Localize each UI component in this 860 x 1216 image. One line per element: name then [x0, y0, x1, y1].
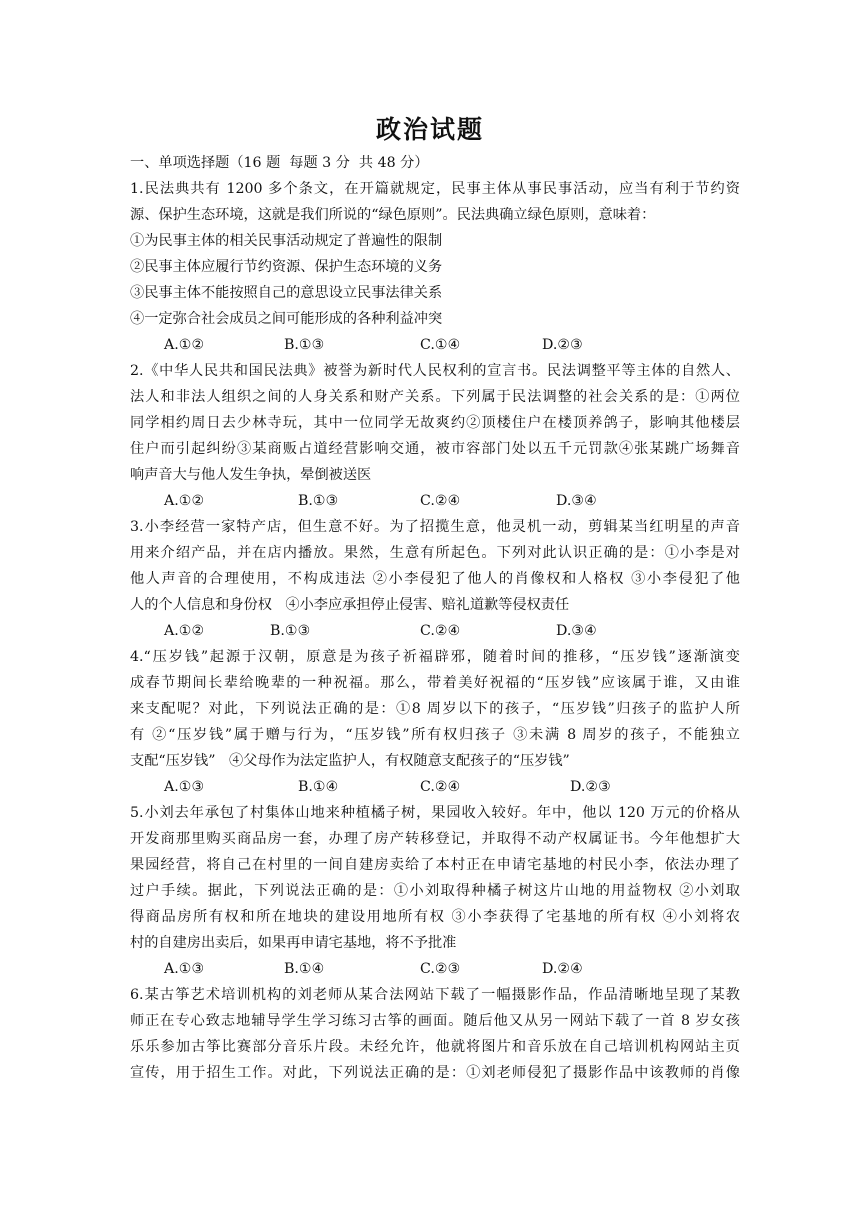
- question-1: [130, 176, 740, 358]
- answer-options: [130, 774, 740, 800]
- option-c: C.②③: [420, 961, 461, 977]
- question-text-line: 过户手续。据此，下列说法正确的是：①小刘取得种橘子树这片山地的用益物权 ②小刘取: [130, 883, 740, 899]
- question-text-line: 源、保护生态环境，这就是我们所说的“绿色原则”。民法典确立绿色原则，意味着：: [130, 207, 656, 223]
- option-a: A.①③: [164, 961, 205, 977]
- statement: ②民事主体应履行节约资源、保护生态环境的义务: [130, 259, 443, 275]
- question-text-line: 人的个人信息和身份权 ④小李应承担停止侵害、赔礼道歉等侵权责任: [130, 597, 570, 613]
- question-text-line: 来支配呢？对此，下列说法正确的是：①8 周岁以下的孩子，“压岁钱”归孩子的监护人所: [130, 701, 740, 717]
- option-b: B.①④: [298, 779, 339, 795]
- statement: ③民事主体不能按照自己的意思设立民事法律关系: [130, 285, 443, 301]
- option-a: A.①②: [164, 623, 205, 639]
- question-text-line: 4.“压岁钱”起源于汉朝，原意是为孩子祈福辟邪，随着时间的推移，“压岁钱”逐渐演变: [130, 649, 740, 665]
- question-content: [130, 150, 740, 1086]
- option-c: C.②④: [420, 779, 461, 795]
- question-text-line: 开发商那里购买商品房一套，办理了房产转移登记，并取得不动产权属证书。今年他想扩大: [130, 831, 740, 847]
- answer-options: [130, 956, 740, 982]
- question-text-line: 有 ②“压岁钱”属于赠与行为，“压岁钱”所有权归孩子 ③未满 8 周岁的孩子，不能独立: [130, 727, 740, 743]
- option-c: C.②④: [420, 623, 461, 639]
- option-d: D.③④: [556, 493, 597, 509]
- question-3: [130, 514, 740, 644]
- question-text-line: 村的自建房出卖后，如果再申请宅基地，将不予批准: [130, 935, 457, 951]
- question-text-line: 他人声音的合理使用，不构成违法 ②小李侵犯了他人的肖像权和人格权 ③小李侵犯了他: [130, 571, 740, 587]
- question-text-line: 用来介绍产品，并在店内播放。果然，生意有所起色。下列对此认识正确的是：①小李是对: [130, 545, 740, 561]
- option-d: D.②③: [542, 337, 583, 353]
- option-c: C.①④: [420, 337, 461, 353]
- section-header: 一、单项选择题（16 题 每题 3 分 共 48 分）: [130, 155, 429, 171]
- option-a: A.①②: [164, 337, 205, 353]
- option-b: B.①③: [270, 623, 311, 639]
- question-5: [130, 800, 740, 982]
- question-6: [130, 982, 740, 1086]
- option-b: B.①③: [284, 337, 325, 353]
- question-text-line: 2.《中华人民共和国民法典》被誉为新时代人民权利的宣言书。民法调整平等主体的自然人、: [130, 363, 740, 379]
- option-b: B.①③: [298, 493, 339, 509]
- answer-options: [130, 618, 740, 644]
- option-d: D.②④: [542, 961, 583, 977]
- question-text-line: 果园经营，将自己在村里的一间自建房卖给了本村正在申请宅基地的村民小李，依法办理了: [130, 857, 740, 873]
- question-text-line: 成春节期间长辈给晚辈的一种祝福。那么，带着美好祝福的“压岁钱”应该属于谁，又由谁: [130, 675, 740, 691]
- question-text-line: 3.小李经营一家特产店，但生意不好。为了招揽生意，他灵机一动，剪辑某当红明星的声音: [130, 519, 740, 535]
- statement: ①为民事主体的相关民事活动规定了普遍性的限制: [130, 233, 443, 249]
- option-d: D.②③: [570, 779, 611, 795]
- option-a: A.①②: [164, 493, 205, 509]
- option-a: A.①③: [164, 779, 205, 795]
- page-title: 政治试题: [375, 115, 484, 144]
- question-text-line: 支配“压岁钱” ④父母作为法定监护人，有权随意支配孩子的“压岁钱”: [130, 753, 570, 769]
- question-text-line: 6.某古筝艺术培训机构的刘老师从某合法网站下载了一幅摄影作品，作品清晰地呈现了某教: [130, 987, 740, 1003]
- question-text-line: 得商品房所有权和所在地块的建设用地所有权 ③小李获得了宅基地的所有权 ④小刘将农: [130, 909, 740, 925]
- answer-options: [130, 332, 740, 358]
- question-text-line: 乐乐参加古筝比赛部分音乐片段。未经允许，他就将图片和音乐放在自己培训机构网站主页: [130, 1039, 740, 1055]
- question-text-line: 1.民法典共有 1200 多个条文，在开篇就规定，民事主体从事民事活动，应当有利于节约资: [130, 181, 740, 197]
- statement: ④一定弥合社会成员之间可能形成的各种利益冲突: [130, 311, 443, 327]
- question-text-line: 5.小刘去年承包了村集体山地来种植橘子树，果园收入较好。年中，他以 120 万元的价格从: [130, 805, 740, 821]
- question-4: [130, 644, 740, 800]
- question-text-line: 同学相约周日去少林寺玩，其中一位同学无故爽约②顶楼住户在楼顶养鸽子，影响其他楼层: [130, 415, 740, 431]
- option-c: C.②④: [420, 493, 461, 509]
- question-text-line: 师正在专心致志地辅导学生学习练习古筝的画面。随后他又从另一网站下载了一首 8 岁女孩: [130, 1013, 740, 1029]
- question-text-line: 法人和非法人组织之间的人身关系和财产关系。下列属于民法调整的社会关系的是：①两位: [130, 389, 740, 405]
- question-text-line: 宣传，用于招生工作。对此，下列说法正确的是：①刘老师侵犯了摄影作品中该教师的肖像: [130, 1065, 740, 1081]
- question-2: [130, 358, 740, 514]
- question-text-line: 住户而引起纠纷③某商贩占道经营影响交通，被市容部门处以五千元罚款④张某跳广场舞音: [130, 441, 740, 457]
- option-d: D.③④: [556, 623, 597, 639]
- question-text-line: 响声音大与他人发生争执，晕倒被送医: [130, 467, 372, 483]
- answer-options: [130, 488, 740, 514]
- option-b: B.①④: [284, 961, 325, 977]
